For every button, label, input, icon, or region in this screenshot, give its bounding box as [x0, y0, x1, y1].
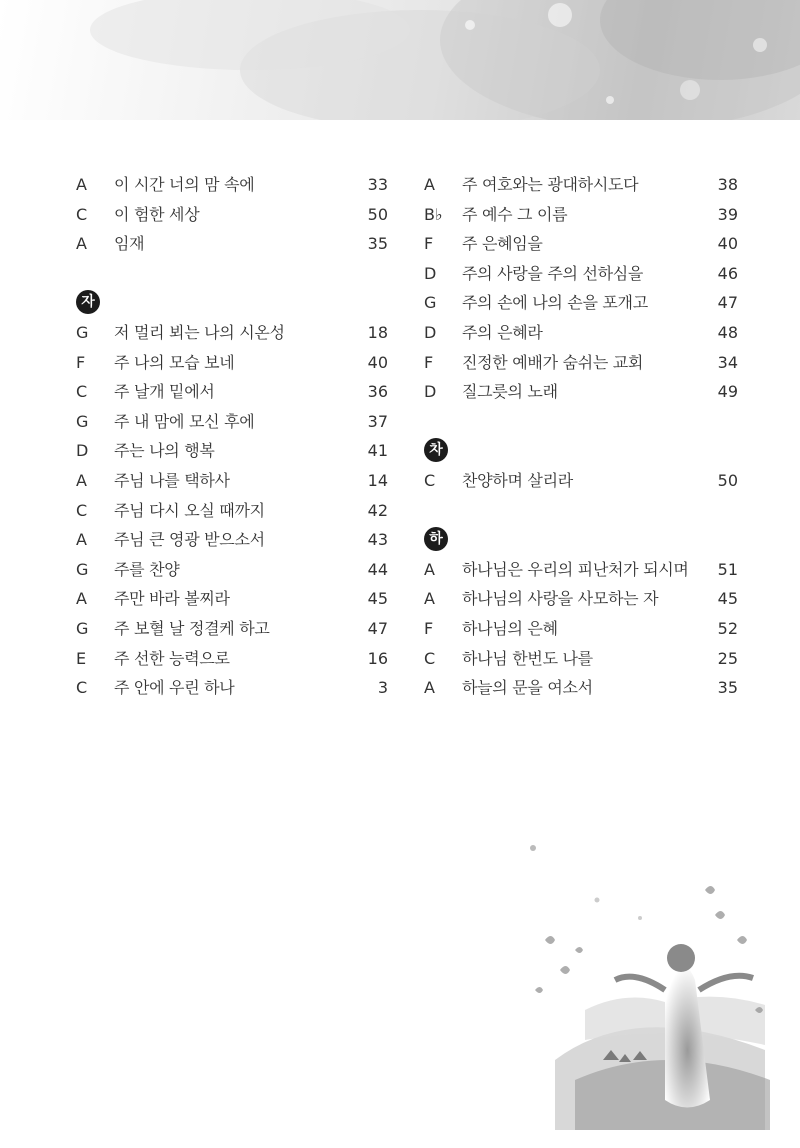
song-key: G [76, 618, 89, 638]
song-title: 하나님의 사랑을 사모하는 자 [462, 589, 659, 609]
index-entry [76, 584, 388, 614]
song-title: 주 내 맘에 모신 후에 [114, 411, 255, 431]
index-entry [76, 525, 388, 555]
song-key: A [424, 678, 435, 698]
page-number: 40 [367, 352, 388, 372]
song-key: A [76, 175, 87, 194]
page-number: 16 [367, 648, 388, 668]
page-number: 33 [367, 175, 388, 194]
index-entry [76, 614, 388, 644]
section-spacer [424, 496, 738, 526]
index-entry [424, 377, 738, 407]
page-number: 37 [367, 411, 388, 431]
page-number: 42 [367, 500, 388, 520]
index-entry [76, 348, 388, 378]
index-column-left [76, 170, 388, 703]
header-watercolor-banner [0, 0, 800, 120]
page-number: 44 [367, 559, 388, 579]
song-title: 주를 찬양 [114, 559, 180, 579]
song-key: G [424, 293, 437, 313]
song-key: A [424, 589, 435, 609]
song-key: A [424, 175, 435, 194]
song-key: E [76, 648, 87, 668]
song-title: 저 멀리 뵈는 나의 시온성 [114, 322, 285, 342]
song-title: 주님 큰 영광 받으소서 [114, 530, 265, 550]
index-entry [424, 673, 738, 703]
index-entry [424, 200, 738, 230]
song-key: G [76, 322, 89, 342]
page-number: 39 [717, 204, 738, 224]
song-key: C [424, 648, 436, 668]
page-number: 43 [367, 530, 388, 550]
page-number: 38 [717, 175, 738, 194]
song-title: 하나님은 우리의 피난처가 되시며 [462, 559, 689, 579]
song-key: G [76, 411, 89, 431]
page-number: 50 [367, 204, 388, 224]
section-letter-badge: 하 [424, 527, 448, 551]
index-entry [76, 377, 388, 407]
song-title: 주 여호와는 광대하시도다 [462, 175, 639, 194]
page-number: 14 [367, 470, 388, 490]
index-entry [424, 614, 738, 644]
page-number: 50 [717, 470, 738, 490]
page-number: 47 [717, 293, 738, 313]
page-number: 45 [367, 589, 388, 609]
song-title: 주 날개 밑에서 [114, 382, 215, 402]
page-number: 18 [367, 322, 388, 342]
section-letter-badge: 자 [76, 290, 100, 314]
song-key: G [76, 559, 89, 579]
song-key: F [424, 234, 434, 254]
index-entry [76, 466, 388, 496]
index-entry [424, 288, 738, 318]
index-entry [76, 200, 388, 230]
song-key: D [76, 441, 89, 461]
page-number: 49 [717, 382, 738, 402]
song-title: 주님 다시 오실 때까지 [114, 500, 265, 520]
praying-figure-illustration [515, 830, 775, 1130]
song-title: 하나님의 은혜 [462, 618, 558, 638]
index-entry [76, 673, 388, 703]
page-number: 36 [367, 382, 388, 402]
song-title: 주님 나를 택하사 [114, 470, 230, 490]
song-title: 주의 은혜라 [462, 322, 543, 342]
index-entry [424, 348, 738, 378]
song-key: D [424, 263, 437, 283]
index-entry [424, 644, 738, 674]
song-title: 임재 [114, 234, 145, 254]
watercolor-texture [0, 0, 800, 120]
page-number: 40 [717, 234, 738, 254]
song-key: C [76, 500, 88, 520]
song-key: C [76, 382, 88, 402]
index-entry [76, 555, 388, 585]
page-number: 52 [717, 618, 738, 638]
section-header [424, 525, 738, 555]
song-key: A [76, 589, 87, 609]
page-number: 3 [377, 678, 388, 698]
index-entry [76, 436, 388, 466]
section-header [424, 436, 738, 466]
song-title: 주 안에 우린 하나 [114, 678, 235, 698]
song-title: 하늘의 문을 여소서 [462, 678, 593, 698]
page-number: 45 [717, 589, 738, 609]
song-key: F [424, 352, 434, 372]
song-title: 질그릇의 노래 [462, 382, 558, 402]
song-key: A [76, 470, 87, 490]
song-key: D [424, 382, 437, 402]
page-number: 35 [367, 234, 388, 254]
song-title: 하나님 한번도 나를 [462, 648, 593, 668]
index-entry [424, 466, 738, 496]
song-title: 찬양하며 살리라 [462, 470, 573, 490]
index-entry [424, 259, 738, 289]
page-number: 25 [717, 648, 738, 668]
index-entry [76, 318, 388, 348]
song-key: C [424, 470, 436, 490]
index-entry [76, 407, 388, 437]
song-title: 주의 사랑을 주의 선하심을 [462, 263, 644, 283]
song-title: 주의 손에 나의 손을 포개고 [462, 293, 648, 313]
page-number: 46 [717, 263, 738, 283]
song-title: 진정한 예배가 숨쉬는 교회 [462, 352, 644, 372]
song-key: A [424, 559, 435, 579]
song-title: 주 선한 능력으로 [114, 648, 230, 668]
section-letter-badge: 차 [424, 438, 448, 462]
song-key: A [76, 530, 87, 550]
page-number: 51 [717, 559, 738, 579]
song-key: F [424, 618, 434, 638]
song-key: C [76, 678, 88, 698]
song-title: 이 험한 세상 [114, 204, 200, 224]
index-entry [76, 170, 388, 200]
song-key: C [76, 204, 88, 224]
song-title: 이 시간 너의 맘 속에 [114, 175, 255, 194]
song-title: 주 나의 모습 보네 [114, 352, 235, 372]
index-entry [76, 229, 388, 259]
page-number: 48 [717, 322, 738, 342]
song-title: 주만 바라 볼찌라 [114, 589, 230, 609]
index-entry [424, 584, 738, 614]
page-number: 47 [367, 618, 388, 638]
index-entry [76, 644, 388, 674]
song-key: A [76, 234, 87, 254]
index-entry [76, 496, 388, 526]
page-number: 41 [367, 441, 388, 461]
section-header [76, 288, 388, 318]
song-key: F [76, 352, 86, 372]
section-spacer [76, 259, 388, 289]
page-number: 34 [717, 352, 738, 372]
index-entry [424, 318, 738, 348]
song-title: 주 은혜임을 [462, 234, 543, 254]
page-number: 35 [717, 678, 738, 698]
index-entry [424, 170, 738, 200]
index-column-right [424, 170, 738, 703]
song-key: D [424, 322, 437, 342]
song-title: 주 예수 그 이름 [462, 204, 568, 224]
song-key: B♭ [424, 204, 443, 224]
song-title: 주는 나의 행복 [114, 441, 215, 461]
index-entry [424, 555, 738, 585]
section-spacer [424, 407, 738, 437]
index-entry [424, 229, 738, 259]
song-title: 주 보혈 날 정결케 하고 [114, 618, 270, 638]
